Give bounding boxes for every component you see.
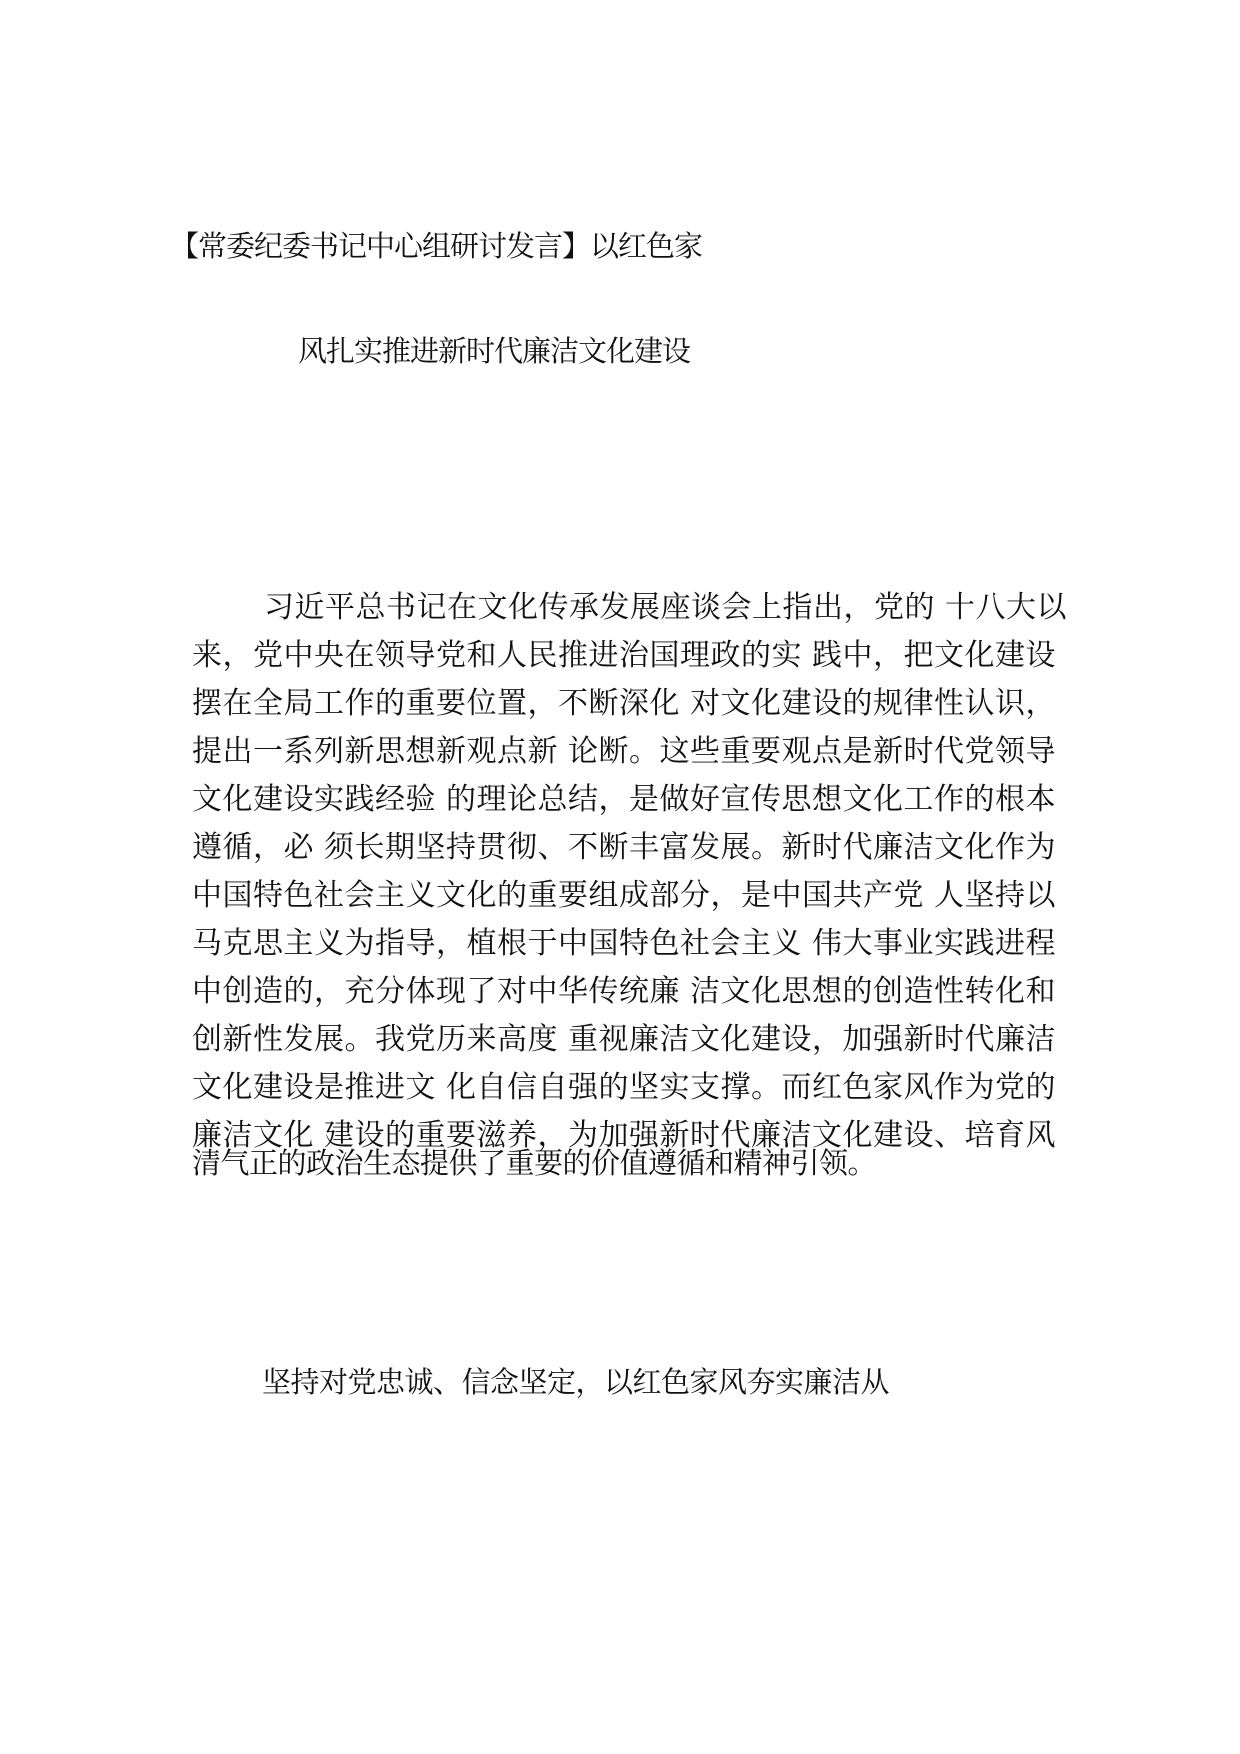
body-line: 提出一系列新思想新观点新 论断。这些重要观点是新时代党领导 <box>192 734 1057 769</box>
body-line: 廉洁文化 建设的重要滋养，为加强新时代廉洁文化建设、培育风 <box>192 1118 1057 1153</box>
body-line: 文化建设是推进文 化自信自强的坚实支撑。而红色家风作为党的 <box>192 1070 1057 1105</box>
body-line: 文化建设实践经验 的理论总结，是做好宣传思想文化工作的根本 <box>192 782 1057 817</box>
body-line: 遵循，必 须长期坚持贯彻、不断丰富发展。新时代廉洁文化作为 <box>192 830 1057 865</box>
body-paragraph <box>192 584 1072 1160</box>
body-line: 创新性发展。我党历来高度 重视廉洁文化建设，加强新时代廉洁 <box>192 1022 1057 1057</box>
body-line: 习近平总书记在文化传承发展座谈会上指出，党的 十八大以 <box>264 590 1068 625</box>
document-title-line-1: 【常委纪委书记中心组研讨发言】以红色家 <box>170 229 703 263</box>
body-line: 中创造的，充分体现了对中华传统廉 洁文化思想的创造性转化和 <box>192 974 1057 1009</box>
body-line: 摆在全局工作的重要位置，不断深化 对文化建设的规律性认识， <box>192 686 1057 721</box>
body-line: 中国特色社会主义文化的重要组成部分，是中国共产党 人坚持以 <box>192 878 1057 913</box>
body-last-line: 清气正的政治生态提供了重要的价值遵循和精神引领。 <box>192 1146 877 1180</box>
document-title-line-2: 风扎实推进新时代廉洁文化建设 <box>298 334 691 368</box>
body-line: 马克思主义为指导，植根于中国特色社会主义 伟大事业实践进程 <box>192 926 1057 961</box>
body-line: 来，党中央在领导党和人民推进治国理政的实 践中，把文化建设 <box>192 638 1057 673</box>
section-heading: 坚持对党忠诚、信念坚定，以红色家风夯实廉洁从 <box>262 1365 890 1399</box>
